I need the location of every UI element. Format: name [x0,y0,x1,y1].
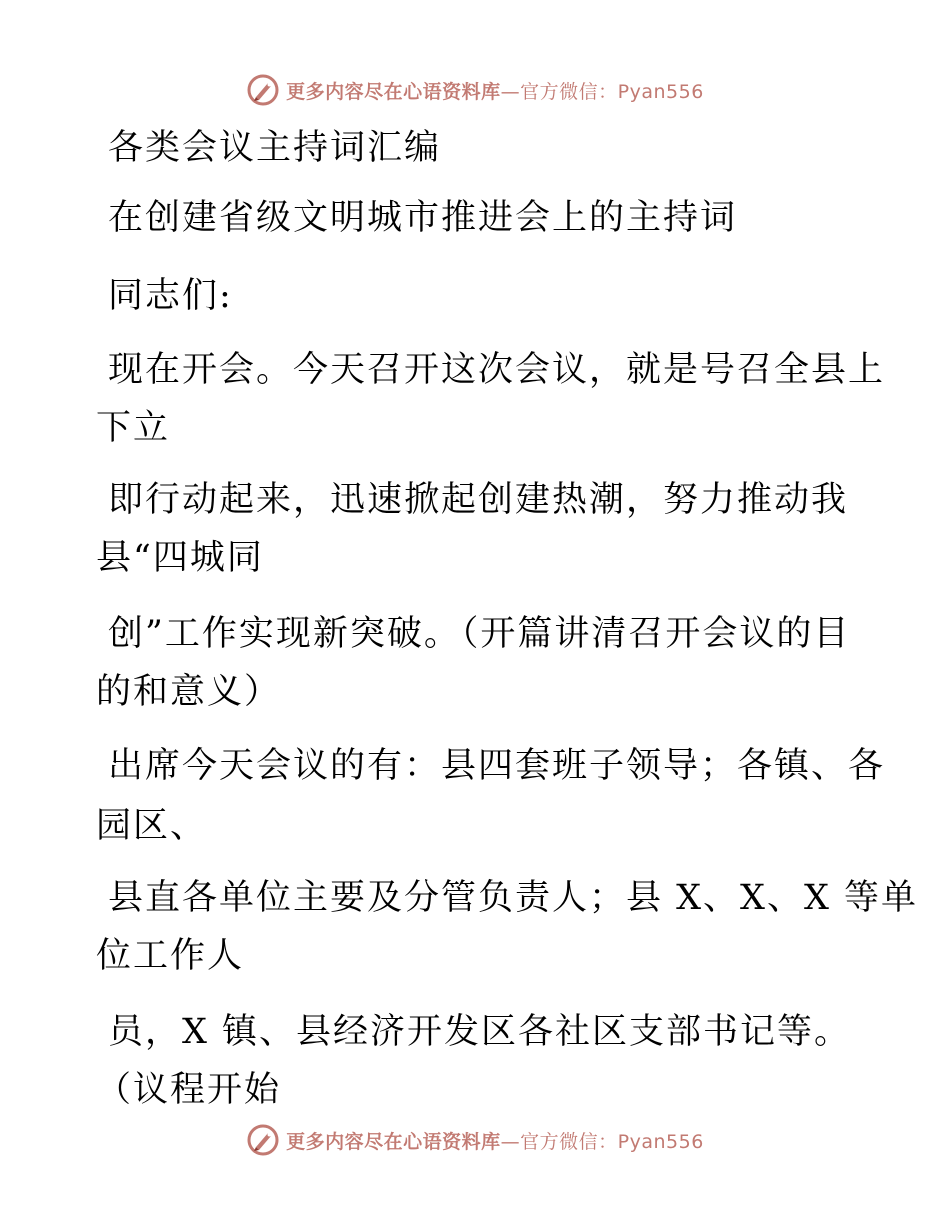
paragraph-line: 即行动起来，迅速掀起创建热潮，努力推动我 [108,480,849,520]
watermark-dash: — [500,80,521,103]
paragraph-line: 员，X 镇、县经济开发区各社区支部书记等。 [108,1012,852,1052]
footer-watermark [0,1120,950,1160]
watermark-main-text: 更多内容尽在心语资料库 [286,1130,501,1153]
paragraph-line: 现在开会。今天召开这次会议，就是号召全县上 [108,350,886,390]
watermark-main-text: 更多内容尽在心语资料库 [286,80,501,103]
watermark-tail-text: 官方微信：Pyan556 [520,1130,704,1153]
salutation: 同志们: [108,276,233,316]
paragraph-line: （议程开始 [96,1070,282,1110]
header-watermark [0,70,950,110]
paragraph-line: 县直各单位主要及分管负责人；县 X、X、X 等单 [108,878,919,918]
paragraph-line: 园区、 [96,806,208,846]
paragraph-line: 的和意义） [96,672,282,712]
speech-title: 在创建省级文明城市推进会上的主持词 [108,198,738,238]
paragraph-line: 出席今天会议的有：县四套班子领导；各镇、各 [108,746,886,786]
paragraph-line: 下立 [96,408,171,448]
paragraph-line: 位工作人 [96,936,245,976]
paragraph-line: 县“四城同 [96,538,264,578]
watermark-tail-text: 官方微信：Pyan556 [520,80,704,103]
pen-logo-icon [246,1123,280,1157]
paragraph-line: 创”工作实现新突破。（开篇讲清召开会议的目 [108,614,851,654]
document-title: 各类会议主持词汇编 [108,128,442,168]
pen-logo-icon [246,73,280,107]
watermark-dash: — [500,1130,521,1153]
